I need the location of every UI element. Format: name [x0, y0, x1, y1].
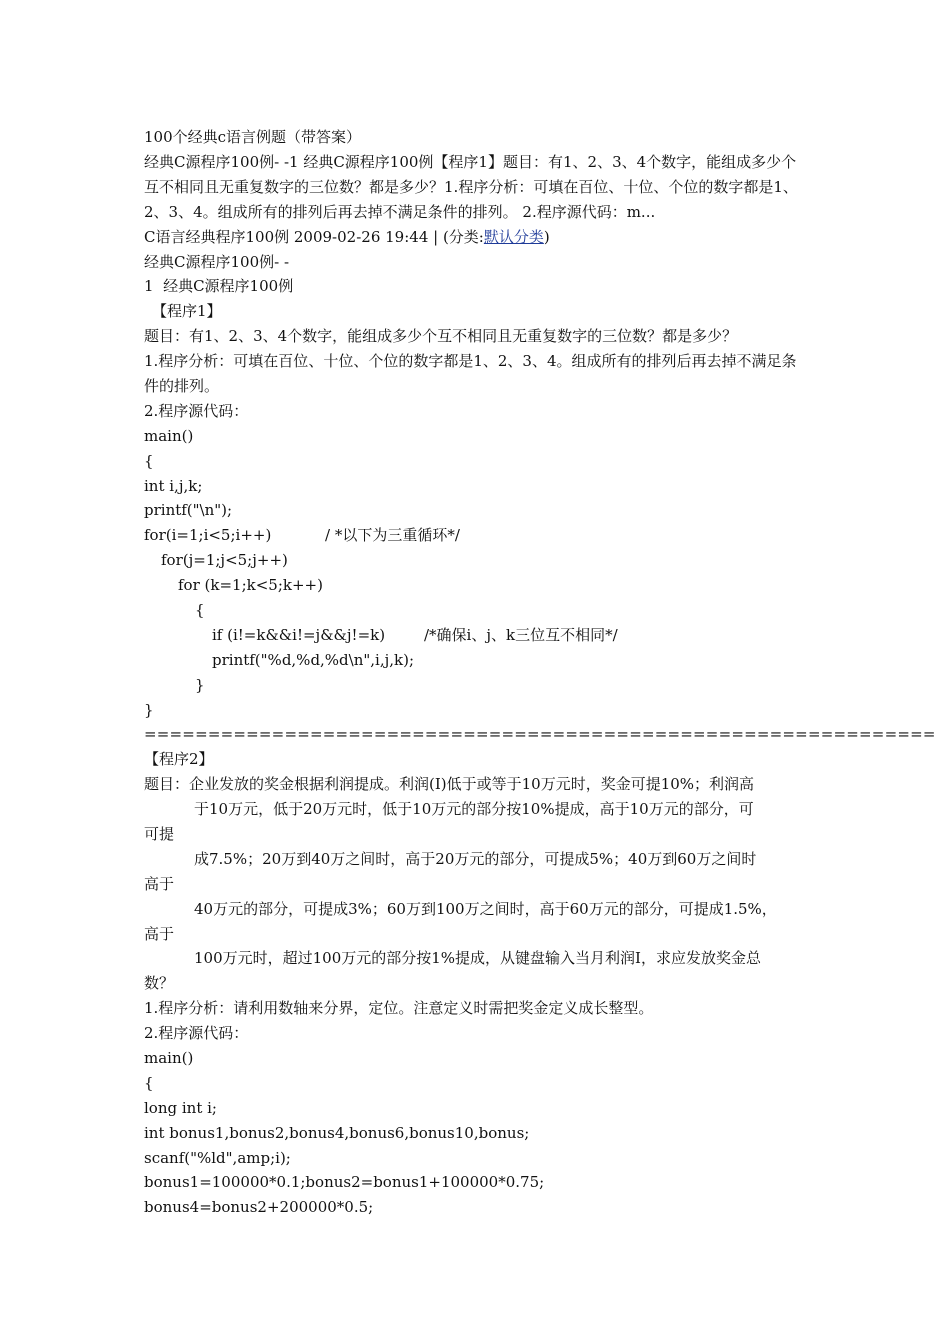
code-line [144, 623, 808, 648]
code-line: { [144, 1073, 154, 1092]
code-line: int bonus1,bonus2,bonus4,bonus6,bonus10,bonus; [144, 1123, 530, 1142]
code-line: { [144, 451, 154, 470]
code-line: bonus4=bonus2+200000*0.5; [144, 1198, 374, 1217]
subtitle-line: 经典C源程序100例- - [144, 252, 290, 271]
code-line: printf("%d,%d,%d\n",i,j,k); [212, 650, 415, 669]
code-line: int i,j,k; [144, 476, 203, 495]
section-title: 1 经典C源程序100例 [144, 277, 294, 296]
code-comment: /*确保i、j、k三位互不相同*/ [424, 625, 618, 644]
program2-problem: 高于 [144, 924, 175, 943]
document-page [144, 125, 936, 1220]
program2-problem: 题目：企业发放的奖金根据利润提成。利润(I)低于或等于10万元时，奖金可提10%；利润高 [144, 775, 755, 794]
program2-problem: 高于 [144, 874, 175, 893]
code-text: for(i=1;i<5;i++) [144, 526, 272, 545]
code-line: } [144, 700, 154, 719]
program1-problem: 题目：有1、2、3、4个数字，能组成多少个互不相同且无重复数字的三位数？都是多少？ [144, 327, 738, 346]
program1-heading: 【程序1】 [152, 302, 222, 321]
category-link[interactable]: 默认分类 [483, 227, 544, 246]
program2-heading: 【程序2】 [144, 750, 214, 769]
code-line: for(j=1;j<5;j++) [161, 551, 288, 570]
code-line: { [195, 601, 205, 619]
program2-analysis: 1.程序分析：请利用数轴来分界，定位。注意定义时需把奖金定义成长整型。 [144, 999, 654, 1018]
code-line: main() [144, 426, 194, 445]
code-line: scanf("%ld",amp;i); [144, 1148, 291, 1167]
program2-source-label: 2.程序源代码： [144, 1024, 249, 1043]
code-text: if (i!=k&&i!=j&&j!=k) [212, 625, 386, 644]
code-line: bonus1=100000*0.1;bonus2=bonus1+100000*0.75; [144, 1173, 545, 1192]
code-line: for (k=1;k<5;k++) [178, 576, 323, 595]
code-line: long int i; [144, 1098, 217, 1117]
code-comment: / *以下为三重循环*/ [325, 526, 460, 545]
program2-problem: 可提 [144, 825, 175, 844]
program1-analysis: 1.程序分析：可填在百位、十位、个位的数字都是1、2、3、4。组成所有的排列后再去掉不满足条件的排列。 [144, 352, 797, 395]
separator-line: ============================================================== [144, 725, 936, 744]
program2-problem: 数？ [144, 974, 175, 993]
program2-problem: 100万元时，超过100万元的部分按1%提成，从键盘输入当月利润I，求应发放奖金总 [194, 949, 761, 968]
code-line: main() [144, 1049, 194, 1068]
doc-summary: 经典C源程序100例- -1 经典C源程序100例【程序1】题目：有1、2、3、4个数字，能组成多少个互不相同且无重复数字的三位数？都是多少？1.程序分析：可填在百位、十位、个位的数字都是1、2、3、4。组成所有的排列后再去掉不满足条件的排列。 2.程序源代码：m... [144, 152, 798, 221]
meta-close: ) [543, 227, 550, 246]
program1-source-label: 2.程序源代码： [144, 401, 249, 420]
doc-title: 100个经典c语言例题（带答案） [144, 128, 362, 146]
code-line: } [195, 675, 205, 694]
meta-text: C语言经典程序100例 2009-02-26 19:44 | (分类: [144, 227, 484, 246]
code-line [144, 523, 808, 548]
program2-problem: 成7.5%；20万到40万之间时，高于20万元的部分，可提成5%；40万到60万之间时 [194, 849, 757, 868]
program2-problem: 于10万元，低于20万元时，低于10万元的部分按10%提成，高于10万元的部分，可 [194, 800, 754, 819]
doc-meta [144, 225, 808, 250]
program2-problem: 40万元的部分，可提成3%；60万到100万之间时，高于60万元的部分，可提成1.5%， [194, 899, 777, 918]
code-line: printf("\n"); [144, 501, 233, 520]
